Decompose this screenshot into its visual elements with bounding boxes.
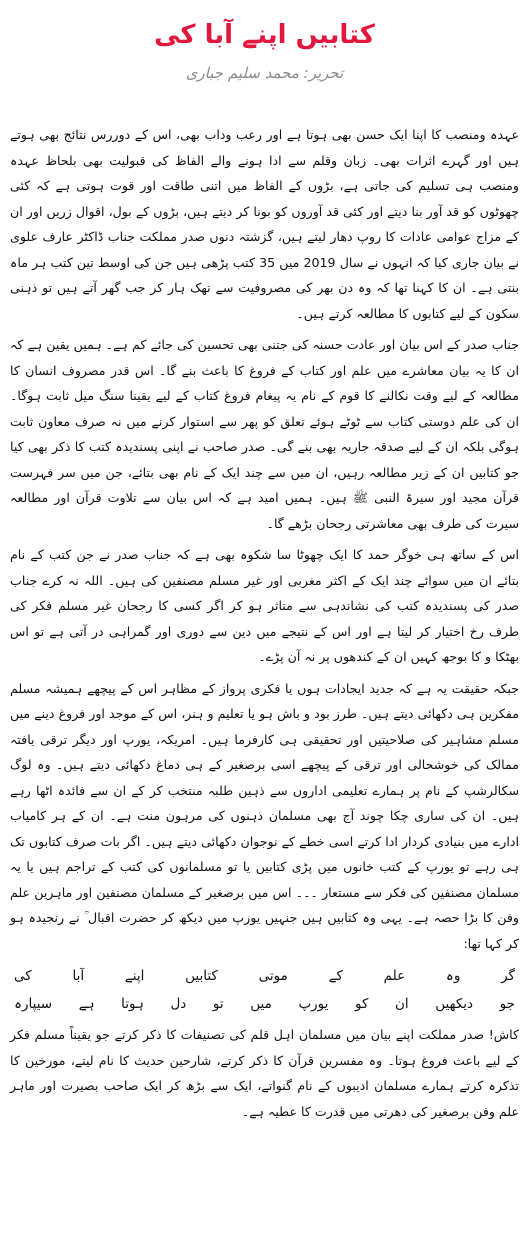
article-title: کتابیں اپنے آبا کی xyxy=(154,20,375,50)
article-paragraph: عہدہ ومنصب کا اپنا ایک حسن بھی ہوتا ہے اور رعب وداب بھی، اس کے دوررس نتائج بھی ہوتے ہیں اور گہرے اثرات بھی۔ زبان وقلم سے ادا ہونے والے الفاظ کی قبولیت بھی بلحاظ عہدہ ومنصب ہی تسلیم کی جاتی ہے، بڑوں کے الفاظ میں اتنی طاقت اور قوت ہوتی ہے کہ کئی چھوٹوں کو قد آور بنا دیتے اور کئی قد آوروں کو بونا کر دیتے ہیں، بڑوں کے بول، اقوال زریں اور ان کے مزاج عوامی عادات کا روپ دھار لیتے ہیں، گزشتہ دنوں صدر مملکت جناب ڈاکٹر عارف علوی نے بیان جاری کیا کہ انہوں نے سال 2019 میں 35 کتب پڑھی ہیں جن کی اوسط تین کتب ہر ماہ بنتی ہے۔ ان کا کہنا تھا کہ وہ دن بھر کی مصروفیت سے تھک ہار کر جب گھر آتے ہیں تو ذہنی سکون کے لیے کتابوں کا مطالعہ کرتے ہیں۔ xyxy=(10,127,519,321)
verse-word: میں xyxy=(250,996,272,1012)
article-closing-paragraph: کاش! صدر مملکت اپنے بیان میں مسلمان اہل قلم کی تصنیفات کا ذکر کرتے جو یقیناً مسلم فکر کے لیے باعث فروغ ہوتا۔ وہ مفسرین قرآن کا ذکر کرتے، شارحین حدیث کا نام لیتے، مورخین کا تذکرہ کرتے ہمارے مسلمان ادیبوں کے نام گنواتے، ایک سے بڑھ کر ایک صاحب بصیرت اور ماہر علم وفن برصغیر کی دھرتی میں قدرت کا عطیہ ہے۔ xyxy=(10,1027,519,1119)
verse-word: کتابیں xyxy=(185,968,218,984)
verse-word: اپنے xyxy=(124,968,145,984)
verse-word: دیکھیں xyxy=(435,996,474,1012)
article-byline: تحریر: محمد سلیم جباری xyxy=(185,64,344,82)
verse-word: گر xyxy=(501,968,515,984)
article-paragraph: جبکہ حقیقت یہ ہے کہ جدید ایجادات ہوں یا فکری پرواز کے مظاہر اس کے پیچھے ہمیشہ مسلم مفکرین ہی دکھائی دیتے ہیں۔ طرز بود و باش ہو یا تعلیم و ہنر، اس کے موجد اور فروغ دینے میں مسلم مشاہیر کی صلاحیتیں اور تحقیقی ہی کارفرما ہیں۔ امریکہ، یورپ اور دیگر ترقی یافتہ ممالک کی خوشحالی اور ترقی کے پیچھے اسی برصغیر کے ہی دماغ دکھائی دیتے ہیں۔ وہ لوگ سکالرشپ کے نام پر ہمارے تعلیمی اداروں سے ذہین طلبہ منتخب کر کے ان سے فائدہ اٹھا رہے ہیں۔ ان کی ساری چکا چوند آج بھی مسلمان ذہنوں کی مرہون منت ہے۔ ان کے ہر کامیاب ادارے میں بنیادی کردار ادا کرتے اسی خطے کے نوجوان دکھائی دیتے ہیں۔ اگر بات صرف کتابوں تک ہی رہے تو یورپ کے کتب خانوں میں پڑی کتابیں یا تو مسلمانوں کی کتب کے تراجم ہیں یا یہ مسلمان مصنفین کی فکر سے مستعار ۔۔۔ اس میں برصغیر کے مسلمان مصنفین اور ماہرین علم وفن کا بڑا حصہ ہے۔ یہی وہ کتابیں ہیں جنہیں یورپ میں دیکھ کر حضرت اقبال ؒ نے رنجیدہ ہو کر کہا تھا: xyxy=(10,680,519,951)
article-paragraph: جناب صدر کے اس بیان اور عادت حسنہ کی جتنی بھی تحسین کی جائے کم ہے۔ ہمیں یقین ہے کہ ان کا یہ بیان معاشرے میں علم اور کتاب کے فروغ کا باعث بنے گا۔ اس قدر مصروف انسان کا مطالعہ کے لیے وقت نکالنے کا قوم کے نام یہ پیغام فروغ کتاب کے لیے یقینا سنگ میل ثابت ہوگا۔ ان کی علم دوستی کتاب سے ٹوٹے ہوئے تعلق کو پھر سے استوار کرنے میں نہ صرف معاون ثابت ہوگی بلکہ ان کے لیے صدقہ جاریہ بھی بنے گی۔ صدر صاحب نے اپنی پسندیدہ کتب کا ذکر بھی کیا جو کتابیں ان کے زیر مطالعہ رہیں، ان میں سے چند ایک کے نام بھی بتائے، جن میں سر فہرست قرآن مجید اور سیرۃ النبی ﷺ ہیں۔ ہمیں امید ہے کہ اس بیان سے تلاوت قرآن اور مطالعہ سیرت کی طرف بھی معاشرتی رجحان بڑھے گا۔ xyxy=(10,337,519,531)
verse-word: دل xyxy=(170,996,187,1012)
verse-word: سیپارہ xyxy=(14,996,53,1012)
poetry-couplet xyxy=(10,962,519,1018)
verse-word: یورپ xyxy=(298,996,329,1012)
verse-word: ان xyxy=(395,996,409,1012)
verse-word: کے xyxy=(328,968,343,984)
couplet-line-1 xyxy=(10,962,519,990)
verse-word: موتی xyxy=(258,968,288,984)
verse-word: علم xyxy=(383,968,406,984)
article-body xyxy=(10,122,519,1130)
verse-word: ہوتا xyxy=(121,996,144,1012)
verse-word: کی xyxy=(14,968,32,984)
verse-word: کو xyxy=(355,996,369,1012)
verse-word: آبا xyxy=(72,968,85,984)
verse-word: تو xyxy=(212,996,224,1012)
verse-word: جو xyxy=(499,996,515,1012)
article-paragraph: اس کے ساتھ ہی خوگر حمد کا ایک چھوٹا سا شکوہ بھی ہے کہ جناب صدر نے جن کتب کے نام بتائے ان میں سوائے چند ایک کے اکثر مغربی اور غیر مسلم مصنفین کی ہیں۔ اللہ نہ کرے جناب صدر کی پسندیدہ کتب کی نشاندہی سے متاثر ہو کر اگر کسی کا رجحان غیر مسلم فکر کی طرف رخ اختیار کر لیتا ہے اور اس کے نتیجے میں دین سے دوری اور گمراہی در آتی ہے تو اس بھٹکا و کا بوجھ کہیں ان کے کندھوں پر نہ آن پڑے۔ xyxy=(10,547,519,664)
verse-word: وہ xyxy=(445,968,461,984)
couplet-line-2 xyxy=(10,990,519,1018)
verse-word: ہے xyxy=(78,996,95,1012)
